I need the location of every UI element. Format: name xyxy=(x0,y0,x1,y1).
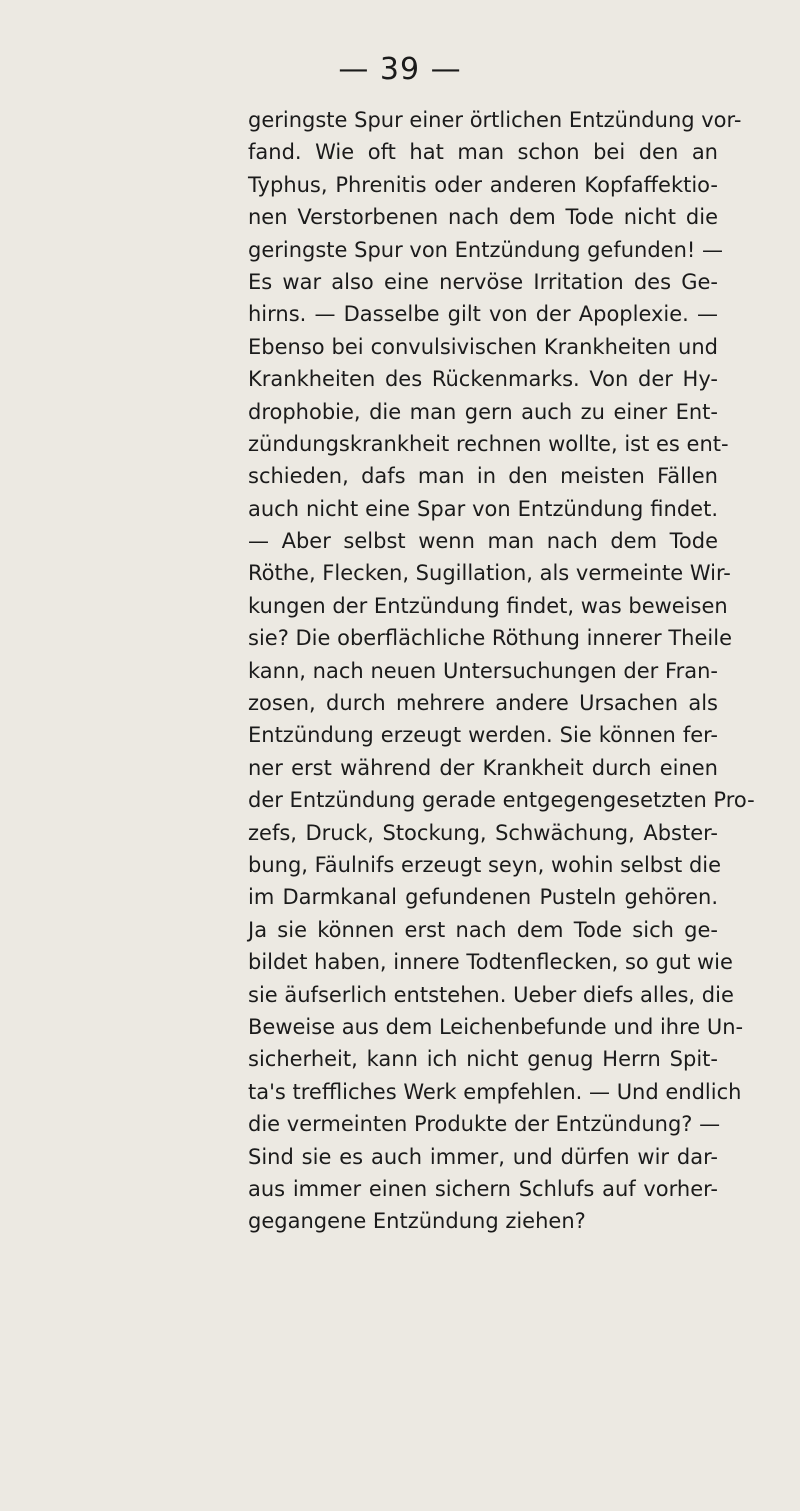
text-line: sie äufserlich entstehen. Ueber diefs alles, die xyxy=(248,982,734,1007)
text-line: nen Verstorbenen nach dem Tode nicht die xyxy=(248,205,718,230)
text-line: Ebenso bei convulsivischen Krankheiten und xyxy=(248,334,718,359)
text-line: geringste Spur einer örtlichen Entzündung vor- xyxy=(248,108,742,132)
text-line: die vermeinten Produkte der Entzündung? — xyxy=(248,1112,721,1137)
text-line: zündungskrankheit rechnen wollte, ist es ent- xyxy=(248,431,729,456)
text-line: Sind sie es auch immer, und dürfen wir dar- xyxy=(248,1144,718,1169)
text-line: drophobie, die man gern auch zu einer Ent- xyxy=(248,399,718,424)
text-line: der Entzündung gerade entgegengesetzten Pro- xyxy=(248,788,755,813)
text-line: Typhus, Phrenitis oder anderen Kopfaffektio- xyxy=(248,172,718,197)
text-line: ner erst während der Krankheit durch einen xyxy=(248,755,718,780)
text-line: geringste Spur von Entzündung gefunden! — xyxy=(248,237,723,262)
text-line: zosen, durch mehrere andere Ursachen als xyxy=(248,691,718,716)
text-line: hirns. — Dasselbe gilt von der Apoplexie. — xyxy=(248,302,718,327)
text-line: zefs, Druck, Stockung, Schwächung, Abster- xyxy=(248,820,718,845)
text-line: Beweise aus dem Leichenbefunde und ihre Un- xyxy=(248,1014,744,1039)
text-line: im Darmkanal gefundenen Pusteln gehören. xyxy=(248,885,718,910)
text-line: auch nicht eine Spar von Entzündung findet. xyxy=(248,496,718,521)
text-line: — Aber selbst wenn man nach dem Tode xyxy=(248,529,718,554)
body-text xyxy=(248,104,755,1238)
text-line: Es war also eine nervöse Irritation des Ge- xyxy=(248,269,718,294)
text-line: Entzündung erzeugt werden. Sie können fer- xyxy=(248,723,718,748)
text-line: sicherheit, kann ich nicht genug Herrn Spit- xyxy=(248,1047,718,1072)
text-line: bung, Fäulnifs erzeugt seyn, wohin selbst die xyxy=(248,852,722,877)
text-line: aus immer einen sichern Schlufs auf vorher- xyxy=(248,1176,718,1201)
text-line: Röthe, Flecken, Sugillation, als vermeinte Wir- xyxy=(248,561,731,586)
text-line: ta's treffliches Werk empfehlen. — Und endlich xyxy=(248,1079,742,1104)
text-line: Krankheiten des Rückenmarks. Von der Hy- xyxy=(248,367,718,392)
page-number: — 39 — xyxy=(338,52,462,87)
text-line: sie? Die oberflächliche Röthung innerer Theile xyxy=(248,626,733,651)
text-line: kungen der Entzündung findet, was beweisen xyxy=(248,593,728,618)
text-line: kann, nach neuen Untersuchungen der Fran- xyxy=(248,658,718,683)
text-line: bildet haben, innere Todtenflecken, so gut wie xyxy=(248,950,733,975)
text-line: Ja sie können erst nach dem Tode sich ge- xyxy=(248,917,718,942)
text-line: fand. Wie oft hat man schon bei den an xyxy=(248,140,718,165)
text-line: schieden, dafs man in den meisten Fällen xyxy=(248,464,718,489)
text-line: gegangene Entzündung ziehen? xyxy=(248,1209,586,1234)
